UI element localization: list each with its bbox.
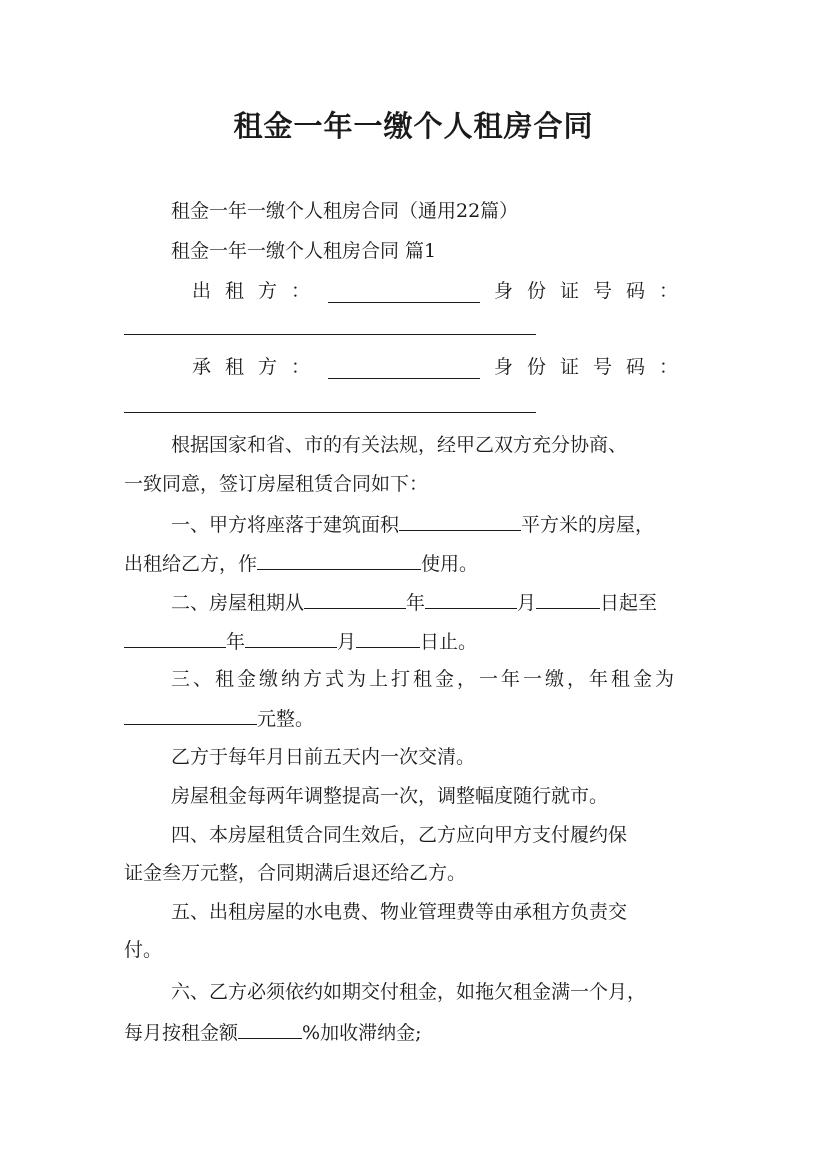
start-month-label: 月	[517, 592, 537, 614]
clause-2-row-1	[171, 590, 771, 615]
clause-3-text-b: 元整。	[257, 708, 315, 730]
lessor-id-label: 身份证号码：	[493, 280, 692, 302]
clause-1-text-c: 出租给乙方，作	[124, 553, 258, 575]
lessee-id-label: 身份证号码：	[493, 356, 692, 378]
lessee-row	[192, 355, 692, 379]
document-subtitle: 租金一年一缴个人租房合同（通用22篇）	[171, 200, 519, 222]
lessee-label: 承租方：	[192, 356, 325, 378]
intro-line-2: 一致同意，签订房屋租赁合同如下：	[124, 473, 429, 495]
clause-6-text-c: %加收滞纳金;	[302, 1022, 422, 1044]
start-year-label: 年	[406, 592, 426, 614]
intro-line-1: 根据国家和省、市的有关法规，经甲乙双方充分协商、	[171, 434, 628, 456]
lessor-label: 出租方：	[192, 280, 325, 302]
start-day-blank	[536, 590, 600, 609]
late-fee-blank	[238, 1020, 302, 1039]
clause-1-text-a: 一、甲方将座落于建筑面积	[171, 514, 400, 536]
lessee-name-blank	[328, 360, 480, 379]
clause-1-row-1	[171, 512, 771, 537]
clause-5-row-2: 付。	[124, 939, 163, 961]
clause-3-row-1	[171, 667, 701, 691]
end-month-label: 月	[337, 631, 357, 653]
clause-2-text-c: 日止。	[420, 631, 478, 653]
clause-4-row-2: 证金叁万元整，合同期满后退还给乙方。	[124, 862, 467, 884]
end-year-label: 年	[226, 631, 246, 653]
clause-2-row-2	[124, 629, 724, 654]
lessor-row	[192, 279, 692, 303]
clause-3-row-3: 乙方于每年月日前五天内一次交清。	[171, 746, 476, 768]
end-year-blank	[124, 629, 226, 648]
clause-1-text-d: 使用。	[421, 553, 479, 575]
clause-2-text-b: 日起至	[600, 592, 658, 614]
lessee-id-blank	[124, 412, 536, 413]
document-title: 租金一年一缴个人租房合同	[233, 109, 594, 143]
clause-1-row-2	[124, 551, 724, 576]
clause-1-text-b: 平方米的房屋，	[521, 514, 655, 536]
clause-5-row-1: 五、出租房屋的水电费、物业管理费等由承租方负责交	[171, 901, 628, 923]
area-blank	[399, 512, 521, 531]
lessor-name-blank	[328, 284, 480, 303]
clause-3-row-4: 房屋租金每两年调整提高一次，调整幅度随行就市。	[171, 785, 609, 807]
start-month-blank	[425, 590, 517, 609]
annual-rent-blank	[124, 706, 257, 725]
lessor-id-blank	[124, 334, 536, 335]
clause-6-row-2	[124, 1020, 724, 1045]
clause-3-text-a: 三、租金缴纳方式为上打租金，一年一缴，年租金为	[171, 668, 678, 690]
usage-blank	[257, 551, 421, 570]
end-day-blank	[356, 629, 420, 648]
clause-3-row-2	[124, 706, 724, 731]
clause-6-text-b: 每月按租金额	[124, 1022, 239, 1044]
section-heading: 租金一年一缴个人租房合同 篇1	[171, 240, 437, 262]
end-month-blank	[245, 629, 337, 648]
clause-4-row-1: 四、本房屋租赁合同生效后，乙方应向甲方支付履约保	[171, 824, 628, 846]
start-year-blank	[304, 590, 406, 609]
clause-6-row-1: 六、乙方必须依约如期交付租金，如拖欠租金满一个月，	[171, 981, 647, 1003]
clause-2-text-a: 二、房屋租期从	[171, 592, 305, 614]
